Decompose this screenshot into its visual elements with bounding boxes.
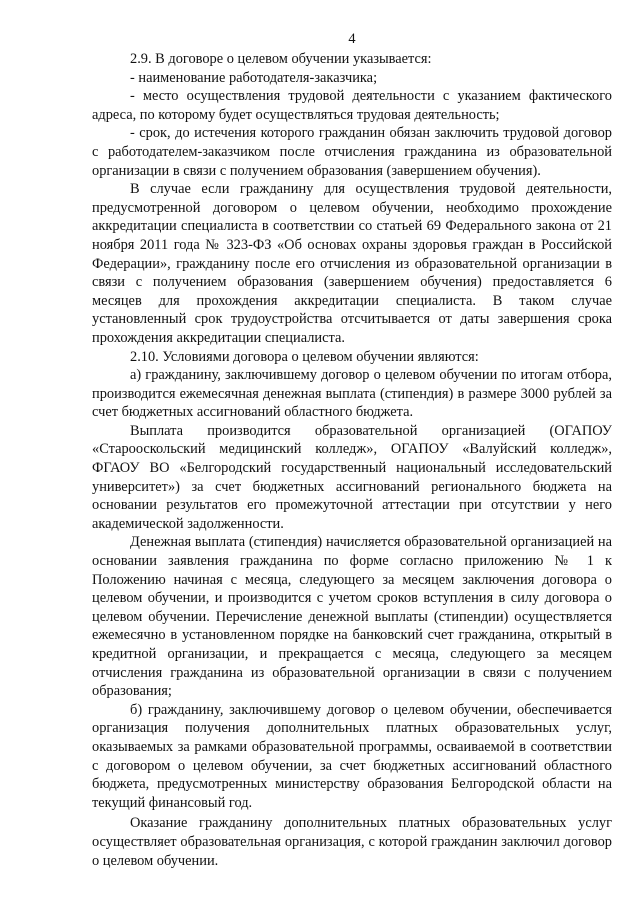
list-item-work-place: - место осуществления трудовой деятельности с указанием фактического адреса, по которому будет осуществляться трудовая деятельность; [92, 88, 612, 123]
paragraph-condition-a: а) гражданину, заключившему договор о целевом обучении по итогам отбора, производится ежемесячная денежная выплата (стипендия) в размере 3000 рублей за счет бюджетных ассигнований областного бюджета. [92, 367, 612, 421]
paragraph-condition-b: б) гражданину, заключившему договор о целевом обучении, обеспечивается организация получения дополнительных платных образовательных услуг, оказываемых за рамками образовательной программы, осваиваемой в соответствии с договором о целевом обучении, за счет бюджетных ассигнований областного бюджета, предусмотренных министерству образования Белгородской области на текущий финансовый год. [92, 701, 612, 811]
list-item-employer-name: - наименование работодателя-заказчика; [130, 69, 378, 86]
list-item-employment-deadline: - срок, до истечения которого гражданин обязан заключить трудовой договор с работодателем-заказчиком после отчисления гражданина из образовательной организации в связи с получением образования (завершением обучения). [92, 125, 612, 179]
paragraph-additional-services: Оказание гражданину дополнительных платных образовательных услуг осуществляет образовательная организация, с которой гражданин заключил договор о целевом обучении. [92, 815, 612, 869]
paragraph-payment-organizations: Выплата производится образовательной организацией (ОГАПОУ «Старооскольский медицинский колледж», ОГАПОУ «Валуйский колледж», ФГАОУ ВО «Белгородский государственный национальный исследовательский университет») за счет бюджетных ассигнований регионального бюджета на основании результатов его промежуточной аттестации при отсутствии у него академической задолженности. [92, 422, 612, 532]
page-number: 4 [348, 31, 356, 47]
paragraph-2-9-heading: 2.9. В договоре о целевом обучении указывается: [130, 51, 432, 67]
paragraph-2-10-heading: 2.10. Условиями договора о целевом обучении являются: [130, 348, 479, 365]
paragraph-accreditation: В случае если гражданину для осуществления трудовой деятельности, предусмотренной договором о целевом обучении, необходимо прохождение аккредитации специалиста в соответствии со статьей 69 Федерального закона от 21 ноября 2011 года № 323-ФЗ «Об основах охраны здоровья граждан в Российской Федерации», гражданину после его отчисления из образовательной организации в связи с получением образования (завершением обучения) предоставляется 6 месяцев для прохождения аккредитации специалиста. В таком случае установленный срок трудоустройства отсчитывается от даты завершения срока прохождения аккредитации специалиста. [92, 181, 612, 346]
paragraph-stipend-accrual: Денежная выплата (стипендия) начисляется образовательной организацией на основании заявления гражданина по форме согласно приложению № 1 к Положению начиная с месяца, следующего за месяцем заключения договора о целевом обучении, и производится с учетом сроков вступления в силу договора о целевом обучении. Перечисление денежной выплаты (стипендии) осуществляется ежемесячно в установленном порядке на банковский счет гражданина, открытый в кредитной организации, и прекращается с месяца, следующего за месяцем отчисления гражданина из образовательной организации в связи с получением образования; [92, 534, 612, 700]
document-page [92, 30, 612, 870]
